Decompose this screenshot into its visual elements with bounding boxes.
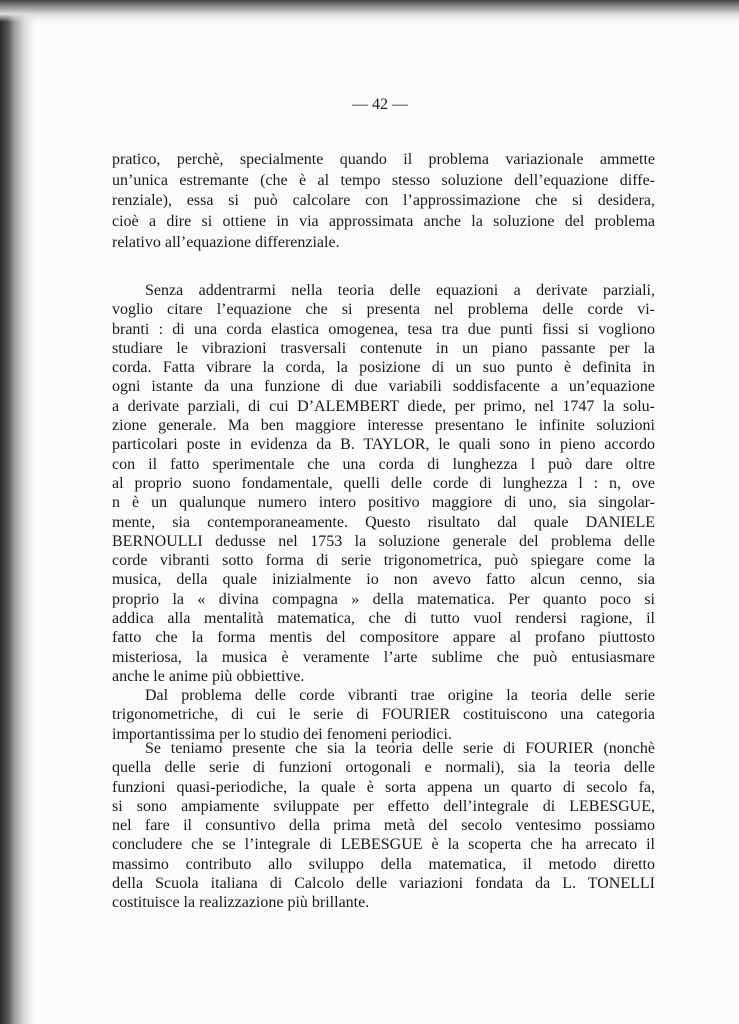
- text-line: della Scuola italiana di Calcolo delle variazioni fondata da L. TONELLI: [112, 875, 655, 893]
- text-line: renziale), essa si può calcolare con l’approssimazione che si desidera,: [112, 192, 655, 210]
- text-line: si sono ampiamente sviluppate per effetto dell’integrale di LEBESGUE,: [112, 797, 655, 815]
- text-line: anche le anime più obbiettive.: [112, 667, 305, 685]
- text-line: zione generale. Ma ben maggiore interesse presentano le infinite soluzioni: [112, 417, 655, 435]
- text-line: mente, sia contemporaneamente. Questo risultato dal quale DANIELE: [112, 513, 655, 531]
- text-line: cioè a dire si ottiene in via approssimata anche la soluzione del problema: [112, 213, 655, 231]
- text-line: funzioni quasi-periodiche, la quale è sorta appena un quarto di secolo fa,: [112, 778, 655, 796]
- text-line: relativo all’equazione differenziale.: [112, 233, 340, 251]
- text-line: fatto che la forma mentis del compositore appare al profano piuttosto: [112, 629, 655, 647]
- text-line: ogni istante da una funzione di due variabili soddisfacente a un’equazione: [112, 378, 655, 396]
- text-line: Se teniamo presente che sia la teoria delle serie di FOURIER (nonchè: [145, 740, 655, 757]
- text-line: proprio la « divina compagna » della matematica. Per quanto poco si: [112, 590, 655, 608]
- text-line: Dal problema delle corde vibranti trae origine la teoria delle serie: [145, 687, 655, 704]
- text-line: importantissima per lo studio dei fenomeni periodici.: [112, 725, 452, 743]
- paragraph: [112, 150, 655, 253]
- text-line: branti : di una corda elastica omogenea, tesa tra due punti fissi si vogliono: [112, 320, 655, 338]
- text-line: BERNOULLI dedusse nel 1753 la soluzione generale del problema delle: [112, 532, 655, 550]
- text-line: al proprio suono fondamentale, quelli delle corde di lunghezza l : n, ove: [112, 474, 655, 492]
- text-line: musica, della quale inizialmente io non avevo fatto alcun cenno, sia: [112, 571, 655, 589]
- text-line: pratico, perchè, specialmente quando il problema variazionale ammette: [112, 151, 655, 168]
- text-line: massimo contributo allo sviluppo della matematica, il metodo diretto: [112, 855, 655, 873]
- text-line: corde vibranti sotto forma di serie trigonometrica, può spiegare come la: [112, 552, 655, 570]
- text-line: addica alla mentalità matematica, che di tutto vuol rendersi ragione, il: [112, 610, 655, 628]
- text-line: n è un qualunque numero intero positivo maggiore di uno, sia singolar-: [112, 494, 655, 512]
- text-line: quella delle serie di funzioni ortogonali e normali), sia la teoria delle: [112, 759, 655, 777]
- text-line: studiare le vibrazioni trasversali contenute in un piano passante per la: [112, 339, 655, 357]
- text-line: voglio citare l’equazione che si presenta nel problema delle corde vi-: [112, 301, 655, 319]
- text-line: concludere che se l’integrale di LEBESGUE è la scoperta che ha arrecato il: [112, 836, 655, 854]
- page-number: — 42 —: [352, 96, 408, 113]
- text-line: costituisce la realizzazione più brillante.: [112, 894, 370, 912]
- text-line: misteriosa, la musica è veramente l’arte sublime che può entusiasmare: [112, 648, 655, 666]
- page-top-edge-shadow: [0, 0, 739, 22]
- text-line: a derivate parziali, di cui D’ALEMBERT diede, per primo, nel 1747 la solu-: [112, 397, 655, 415]
- text-line: particolari poste in evidenza da B. TAYLOR, le quali sono in pieno accordo: [112, 436, 655, 454]
- text-line: nel fare il consuntivo della prima metà del secolo ventesimo possiamo: [112, 817, 655, 835]
- paragraph: [112, 281, 655, 686]
- text-line: corda. Fatta vibrare la corda, la posizione di un suo punto è definita in: [112, 359, 655, 377]
- paragraph: [112, 686, 655, 744]
- text-line: Senza addentrarmi nella teoria delle equazioni a derivate parziali,: [145, 282, 655, 299]
- text-line: con il fatto sperimentale che una corda di lunghezza l può dare oltre: [112, 455, 655, 473]
- text-line: trigonometriche, di cui le serie di FOURIER costituiscono una categoria: [112, 706, 655, 724]
- paragraph: [112, 739, 655, 913]
- book-binding-shadow: [0, 0, 34, 1024]
- text-line: un’unica estremante (che è al tempo stesso soluzione dell’equazione diffe-: [112, 171, 655, 189]
